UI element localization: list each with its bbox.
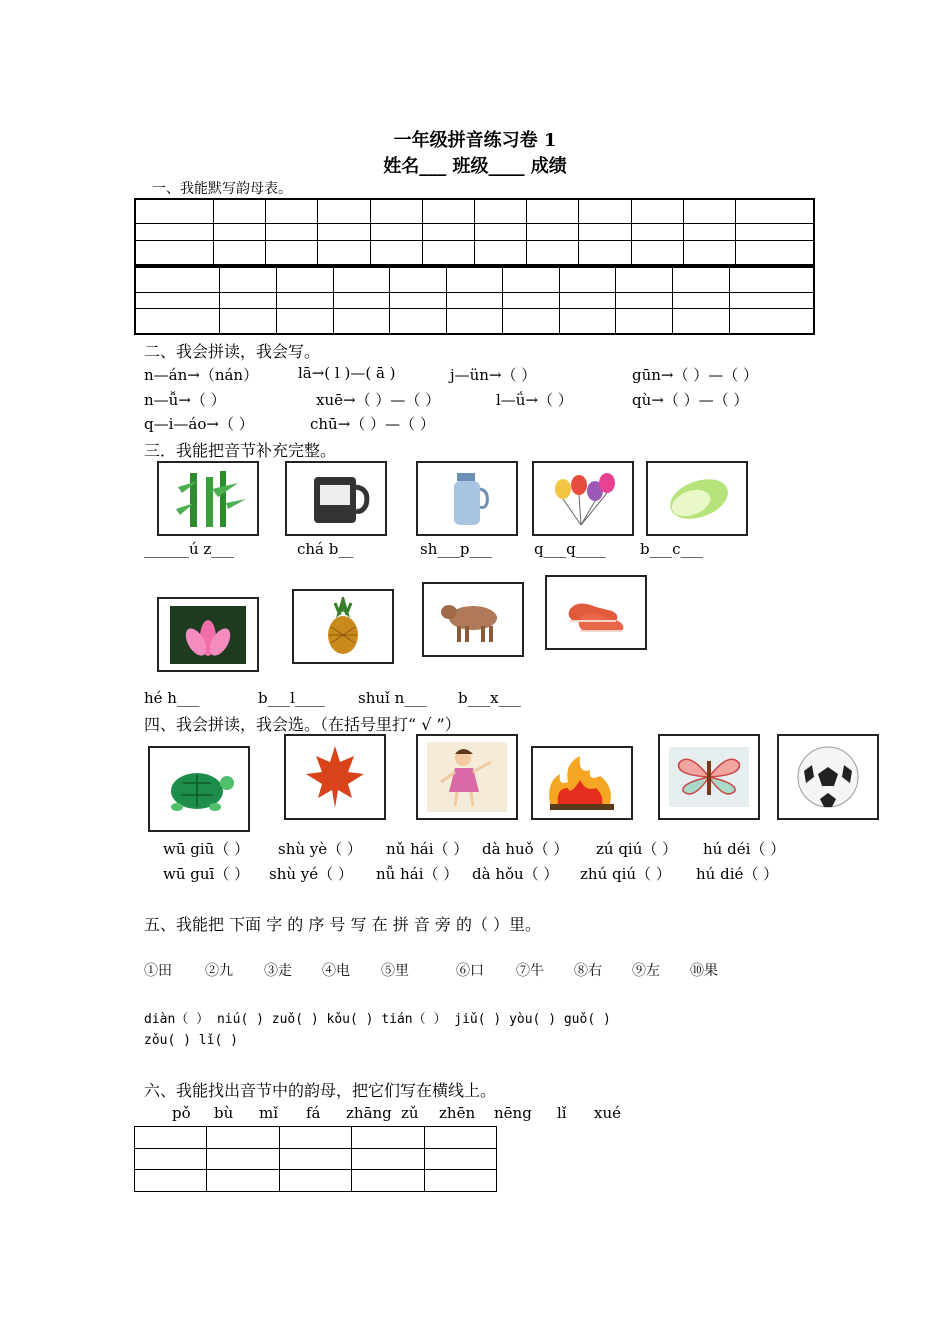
maple-leaf-picture	[284, 734, 386, 820]
cow-icon	[433, 590, 513, 650]
cabbage-picture	[646, 461, 748, 536]
vowel-answer-table	[134, 1126, 497, 1192]
choice-item: zú qiú（ ）	[596, 840, 678, 858]
maple-leaf-icon	[300, 742, 370, 812]
choice-item: hú dié（ ）	[696, 865, 779, 883]
girl-icon	[427, 742, 507, 812]
syllable-blank: ______ú z___	[144, 540, 234, 558]
syllable-item: pǒ	[172, 1104, 191, 1122]
choice-item: shù yè（ ）	[278, 840, 362, 858]
choice-item: shù yé（ ）	[269, 865, 353, 883]
lotus-picture	[157, 597, 259, 672]
character-item: ⑥口	[456, 963, 484, 979]
turtle-icon	[157, 757, 241, 821]
section4-heading: 四、我会拼读，我会选。（在括号里打“ √ ”）	[144, 715, 461, 734]
character-item: ③走	[264, 963, 292, 979]
character-item: ⑦牛	[516, 963, 544, 979]
syllable-blank: q___q____	[534, 540, 606, 558]
syllable-item: mǐ	[259, 1104, 279, 1122]
vowel-table-top	[134, 198, 815, 266]
cabbage-icon	[657, 469, 737, 529]
girl-picture	[416, 734, 518, 820]
syllable-item: bù	[214, 1104, 234, 1122]
choice-item: wū giū（ ）	[163, 840, 250, 858]
fire-icon	[540, 752, 624, 814]
pinyin-answer-line: diàn（ ） niú( ) zuǒ( ) kǒu( ) tián（ ） jiǔ( ) yòu( ) guǒ( )	[144, 1012, 611, 1027]
character-item: ⑨左	[632, 963, 660, 979]
syllable-blank: hé h___	[144, 689, 200, 707]
shoes-icon	[556, 583, 636, 643]
choice-item: zhú qiú（ ）	[580, 865, 671, 883]
balloons-picture	[532, 461, 634, 536]
section3-heading: 三．我能把音节补充完整。	[144, 441, 337, 460]
syllable-item: zǔ	[401, 1104, 419, 1122]
butterfly-picture	[658, 734, 760, 820]
cup-icon	[296, 469, 376, 529]
section2-line3-item: chū→（ ）—（ ）	[310, 415, 435, 433]
section5-heading: 五、我能把 下面 字 的 序 号 写 在 拼 音 旁 的（ ）里。	[144, 915, 542, 934]
syllable-blank: b___c___	[640, 540, 704, 558]
choice-item: dà hǒu（ ）	[472, 865, 559, 883]
choice-item: nǚ hái（ ）	[376, 865, 459, 883]
football-icon	[792, 741, 864, 813]
syllable-item: lǐ	[557, 1104, 567, 1122]
syllable-item: zhāng	[346, 1104, 392, 1122]
syllable-blank: chá b__	[297, 540, 354, 558]
section6-heading: 六、我能找出音节中的韵母，把它们写在横线上。	[144, 1081, 497, 1100]
balloons-icon	[543, 469, 623, 529]
section2-line2-item: xuē→（ ）—（ ）	[316, 391, 441, 409]
vowel-table-bottom	[134, 266, 815, 335]
fire-picture	[531, 746, 633, 820]
tea-cup-picture	[285, 461, 387, 536]
cow-picture	[422, 582, 524, 657]
section2-line2-item: n—ǚ→（ ）	[144, 391, 226, 409]
syllable-item: nēng	[494, 1104, 532, 1122]
section2-line2-item: l—ǘ→（ ）	[496, 391, 573, 409]
section2-line1-item: gūn→（ ）—（ ）	[632, 366, 759, 384]
section2-line2-item: qù→（ ）—（ ）	[632, 391, 749, 409]
section2-line1-item: j—ün→（ ）	[450, 366, 537, 384]
student-info-line: 姓名___ 班级____ 成绩	[383, 156, 567, 177]
bamboo-picture	[157, 461, 259, 536]
syllable-blank: b___l____	[258, 689, 325, 707]
pineapple-picture	[292, 589, 394, 664]
section1-heading: 一、我能默写韵母表。	[152, 181, 292, 197]
lotus-icon	[170, 606, 246, 664]
pinyin-answer-line: zǒu( ) lǐ( )	[144, 1033, 238, 1048]
worksheet-title: 一年级拼音练习卷 1	[393, 130, 557, 151]
section2-line3-item: q—i—áo→（ ）	[144, 415, 254, 433]
syllable-item: xué	[594, 1104, 621, 1122]
character-item: ⑩果	[690, 963, 718, 979]
pineapple-icon	[313, 597, 373, 657]
choice-item: dà huǒ（ ）	[482, 840, 569, 858]
section2-line1-item: n—án→（nán）	[144, 366, 259, 384]
character-item: ①田	[144, 963, 172, 979]
character-item: ②九	[205, 963, 233, 979]
syllable-blank: shuǐ n___	[358, 689, 427, 707]
shoes-picture	[545, 575, 647, 650]
syllable-blank: b___x___	[458, 689, 522, 707]
section2-heading: 二、我会拼读，我会写。	[144, 342, 321, 361]
choice-item: nǔ hái（ ）	[386, 840, 469, 858]
bamboo-icon	[168, 469, 248, 529]
character-item: ⑤里	[381, 963, 409, 979]
syllable-item: fá	[306, 1104, 321, 1122]
character-item: ④电	[322, 963, 350, 979]
football-picture	[777, 734, 879, 820]
butterfly-icon	[669, 747, 749, 807]
syllable-blank: sh___p___	[420, 540, 492, 558]
syllable-item: zhēn	[439, 1104, 476, 1122]
character-item: ⑧右	[574, 963, 602, 979]
section2-line1-item: lā→( l )—( ā )	[298, 364, 396, 382]
thermos-picture	[416, 461, 518, 536]
choice-item: wū guī（ ）	[163, 865, 250, 883]
turtle-picture	[148, 746, 250, 832]
thermos-icon	[427, 469, 507, 529]
choice-item: hú déi（ ）	[703, 840, 786, 858]
